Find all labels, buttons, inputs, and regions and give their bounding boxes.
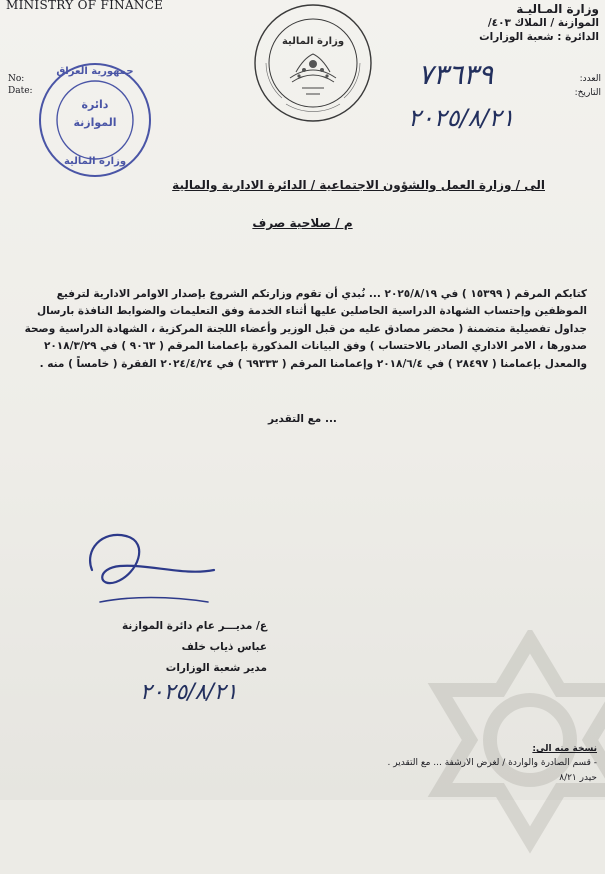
signatory-title: ع/ مديـــر عام دائرة الموازنة [121,620,267,632]
copy-to-heading: نسخة منه الى: [532,744,597,754]
copy-to-item: - قسم الصادرة والواردة / لغرض الارشفة ... مع التقدير . [387,758,597,768]
section-ar: الدائرة : شعبة الوزارات [479,31,599,43]
emblem-inner-text: وزارة المالية [281,36,345,47]
stamp-line-2: دائرة [81,98,109,111]
date-label-en: Date: [8,86,33,96]
stamp-line-3: الموازنة [73,116,117,129]
handwritten-signature [80,512,230,612]
letter-body: كتابكم المرقم ( ١٥٣٩٩ ) في ٢٠٢٥/٨/١٩ ... نُبدي أن تقوم وزارتكم الشروع بإصدار الاوامر الادارية لترفيع الموظفين وإحتساب الشهادة الدراسية الحاصلين عليها أثناء الخدمة وفق التعليمات والضوابط النافذة بارسال جداول تفصيلية متضمنة ( محضر مصادق عليه من قبل الوزير وأعضاء اللجنة المركزية ، الشهادة الدراسية وصحة صدورها ، الامر الاداري الصادر بالاحتساب ) وفق البيانات المذكورة بإعمامنا المرقم ( ٩٠٦٣ ) في ٢٠١٨/٣/٢٩ والمعدل بإعمامنا ( ٢٨٤٩٧ ) في ٢٠١٨/٦/٤ وإعمامنا المرقم ( ٦٩٣٣٣ ) في ٢٠٢٤/٤/٢٤ الفقرة ( خامساً ) منه . [24,288,587,370]
copy-to-initials: حيدر ٨/٢١ [559,773,597,783]
number-label-en: No: [8,74,25,84]
date-label-ar: التاريخ: [574,88,601,98]
budget-dept-ar: الموازنة / الملاك ٤٠٣/ [487,17,599,29]
ministry-name-en: MINISTRY OF FINANCE [6,0,164,12]
signatory-position: مدير شعبة الوزارات [165,662,267,674]
handwritten-date: ٢٠٢٥/٨/٢١ [408,104,515,132]
stamp-line-4: وزارة المالية [63,156,127,167]
ministry-name-ar: وزارة المـاليـة [516,2,599,16]
ministry-emblem [252,2,374,124]
subject-line: م / صلاحية صرف [252,216,353,230]
handwritten-number: ٧٣٦٣٩ [418,58,494,91]
recipient-line: الى / وزارة العمل والشؤون الاجتماعية / الدائرة الادارية والمالية [172,178,545,192]
signature-date-handwritten: ٢٠٢٥/٨/٢١ [140,680,238,705]
department-stamp [36,60,154,180]
stamp-line-1: جمهورية العراق [56,66,134,77]
closing-line: ... مع التقدير [268,413,337,425]
signatory-name: عباس ذياب خلف [181,641,267,653]
number-label-ar: العدد: [579,74,601,84]
